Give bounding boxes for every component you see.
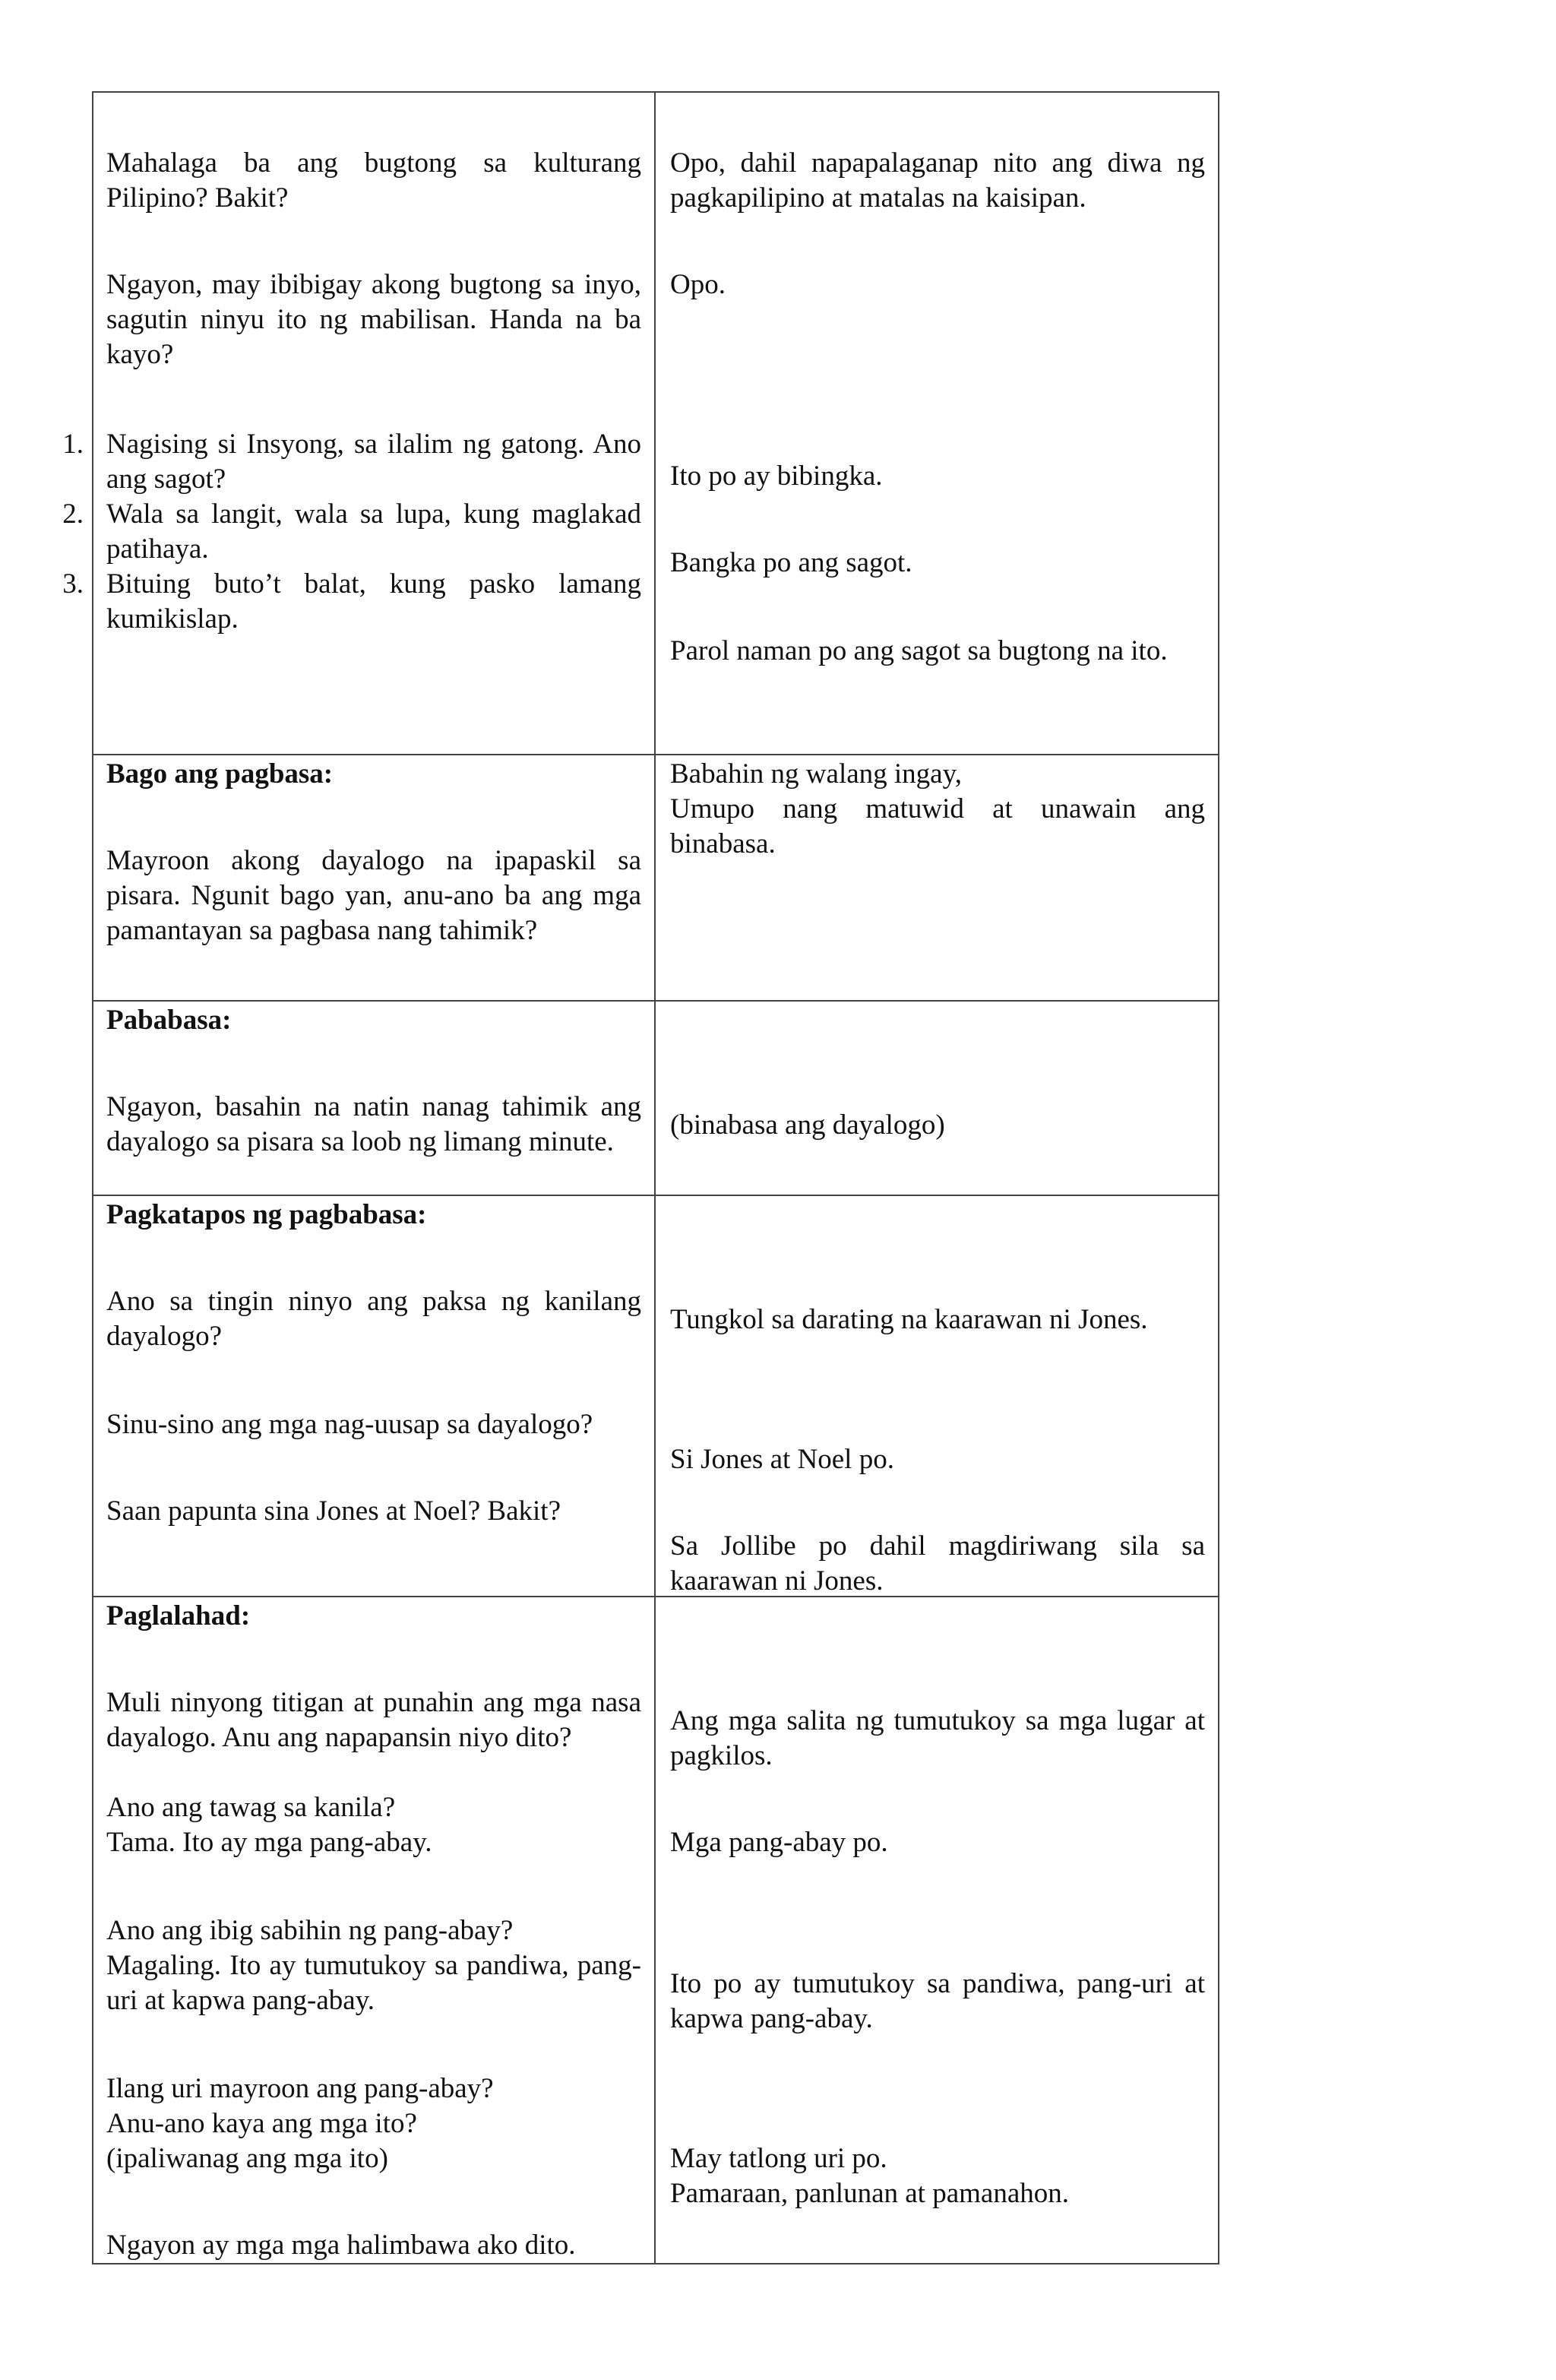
teacher-question: Saan papunta sina Jones at Noel? Bakit? <box>106 1495 561 1527</box>
student-answer: Si Jones at Noel po. <box>670 1444 894 1475</box>
teacher-statement: Ngayon ay mga mga halimbawa ako dito. <box>106 2230 576 2261</box>
student-answer: Pamaraan, panlunan at pamanahon. <box>670 2178 1069 2209</box>
section-heading: Bago ang pagbasa: <box>106 758 334 790</box>
riddle-number: 1 . <box>46 427 84 462</box>
student-answer: May tatlong uri po. <box>670 2143 887 2174</box>
student-answer: Tungkol sa darating na kaarawan ni Jones. <box>670 1304 1148 1335</box>
student-answer: Ito po ay bibingka. <box>670 460 883 492</box>
teacher-statement: Tama. Ito ay mga pang-abay. <box>106 1827 432 1858</box>
section-heading: Pagkatapos ng pagbabasa: <box>106 1199 427 1230</box>
teacher-question: Ngayon, may ibibigay akong bugtong sa inyo, sagutin ninyu ito ng mabilisan. Handa na ba kayo? <box>106 269 641 370</box>
teacher-question: Ano ang ibig sabihin ng pang-abay? <box>106 1915 514 1946</box>
teacher-question: Mayroon akong dayalogo na ipapaskil sa pisara. Ngunit bago yan, anu-ano ba ang mga pamantayan sa pagbasa nang tahimik? <box>106 845 641 946</box>
student-answer: Bangka po ang sagot. <box>670 547 912 578</box>
student-answer: Babahin ng walang ingay, <box>670 758 962 790</box>
student-answer: Opo, dahil napapalaganap nito ang diwa ng pagkapilipino at matalas na kaisipan. <box>670 147 1205 214</box>
column-divider <box>654 91 656 2264</box>
teacher-question: Ngayon, basahin na natin nanag tahimik ang dayalogo sa pisara sa loob ng limang minute. <box>106 1091 641 1157</box>
riddle-item: Bituing buto’t balat, kung pasko lamang kumikislap. <box>106 568 641 635</box>
teacher-question: Sinu-sino ang mga nag-uusap sa dayalogo? <box>106 1409 593 1440</box>
student-answer: (binabasa ang dayalogo) <box>670 1109 945 1141</box>
teacher-statement: Magaling. Ito ay tumutukoy sa pandiwa, pang-uri at kapwa pang-abay. <box>106 1950 641 2016</box>
teacher-note: (ipaliwanag ang mga ito) <box>106 2143 388 2174</box>
riddle-number: 2 . <box>46 497 84 532</box>
student-answer: Opo. <box>670 269 726 300</box>
row-divider <box>92 1195 1219 1196</box>
riddle-item: Wala sa langit, wala sa lupa, kung maglakad patihaya. <box>106 498 641 565</box>
teacher-question: Muli ninyong titigan at punahin ang mga nasa dayalogo. Anu ang napapansin niyo dito? <box>106 1687 641 1753</box>
riddle-item: Nagising si Insyong, sa ilalim ng gatong. Ano ang sagot? <box>106 429 641 495</box>
student-answer: Mga pang-abay po. <box>670 1827 888 1858</box>
teacher-question: Anu-ano kaya ang mga ito? <box>106 2108 417 2139</box>
row-divider <box>92 1000 1219 1002</box>
student-answer: Ang mga salita ng tumutukoy sa mga lugar at pagkilos. <box>670 1705 1205 1771</box>
section-heading: Pababasa: <box>106 1005 232 1036</box>
student-answer: Sa Jollibe po dahil magdiriwang sila sa kaarawan ni Jones. <box>670 1530 1205 1597</box>
section-heading: Paglalahad: <box>106 1600 251 1632</box>
teacher-question: Ano sa tingin ninyo ang paksa ng kanilang dayalogo? <box>106 1286 641 1352</box>
teacher-question: Ano ang tawag sa kanila? <box>106 1792 396 1823</box>
row-divider <box>92 754 1219 755</box>
student-answer: Parol naman po ang sagot sa bugtong na ito. <box>670 635 1168 666</box>
teacher-question: Ilang uri mayroon ang pang-abay? <box>106 2073 494 2104</box>
riddle-number: 3 . <box>46 567 84 602</box>
student-answer: Ito po ay tumutukoy sa pandiwa, pang-uri at kapwa pang-abay. <box>670 1968 1205 2034</box>
student-answer: Umupo nang matuwid at unawain ang binabasa. <box>670 793 1205 859</box>
teacher-question: Mahalaga ba ang bugtong sa kulturang Pilipino? Bakit? <box>106 147 641 214</box>
